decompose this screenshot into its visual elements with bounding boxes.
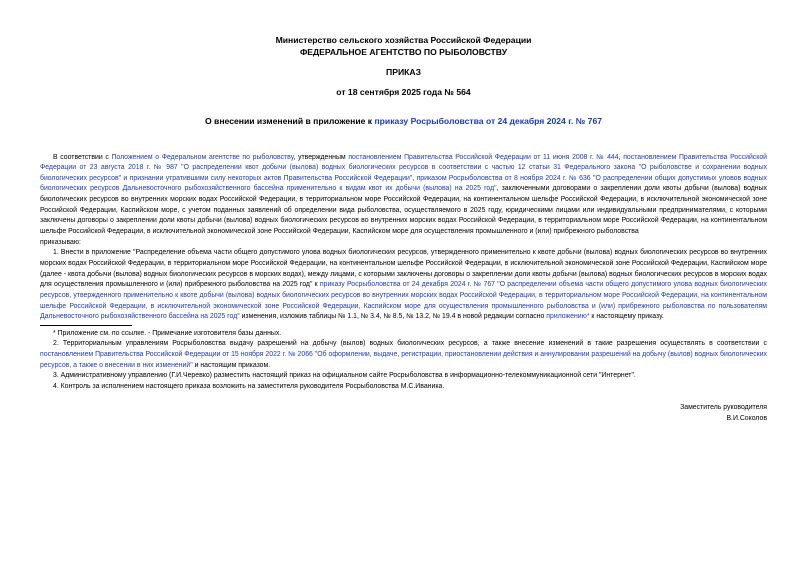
agency-name: ФЕДЕРАЛЬНОЕ АГЕНТСТВО ПО РЫБОЛОВСТВУ bbox=[299, 47, 508, 57]
document-body bbox=[40, 153, 767, 425]
item-1-paragraph bbox=[40, 248, 767, 323]
preamble-text: В соответствии с bbox=[53, 153, 112, 161]
item-2-paragraph bbox=[40, 339, 767, 371]
preamble-paragraph bbox=[40, 153, 767, 238]
item-3-paragraph: 3. Административному управлению (Г.И.Черевко) разместить настоящий приказ на официальном сайте Росрыболовства в информационно-телекоммуникационной сети "Интернет". bbox=[53, 372, 636, 380]
appendix-link[interactable]: приложению* bbox=[546, 313, 590, 321]
footnote-text: * Приложение см. по ссылке. - Примечание изготовителя базы данных. bbox=[53, 329, 282, 337]
item-1-text: к настоящему приказу. bbox=[589, 313, 664, 321]
signatory-name: В.И.Соколов bbox=[726, 414, 767, 422]
ministry-name: Министерство сельского хозяйства Российской Федерации bbox=[275, 35, 532, 45]
order-767-title-link[interactable]: приказу Росрыболовства от 24 декабря 2024 г. № 767 bbox=[374, 116, 603, 126]
preamble-text: , утвержденным bbox=[293, 153, 349, 161]
preamble-text: , заключенными договорами о закреплении доли квоты добычи (вылова) водных биологических ресурсов во внутренних морских водах Российской Федерации, в территориальном море Российской Федерации, на континентальном шельфе Российской Федерации, в исключительной экономической зоне Российской Федерации, Каспийском море, с учетом поданных заявлений об определении вида рыболовства, осуществляемого в 2025 году, юридическими лицами или индивидуальными предпринимателями, с которыми заключены договоры о закреплении доли квоты добычи (вылова) водных биологических ресурсов во внутренних морских водах Российской Федерации, в территориальном море Российской Федерации, на континентальном шельфе Российской Федерации, в исключительной экономической зоне Российской Федерации, Каспийском море для осуществления промышленного и (или) прибрежного рыболовства bbox=[40, 185, 767, 236]
preamble-text: , bbox=[618, 153, 624, 161]
decree-444-link[interactable]: постановлением Правительства Российской Федерации от 11 июня 2008 г. № 444 bbox=[348, 153, 619, 161]
order-title-text: О внесении изменений в приложение к bbox=[204, 116, 375, 126]
regulation-federal-agency-link[interactable]: Положением о Федеральном агентстве по рыболовству bbox=[111, 153, 294, 161]
order-title bbox=[0, 115, 807, 127]
item-2-text: и настоящим приказом. bbox=[192, 361, 271, 369]
order-directive: приказываю: bbox=[40, 238, 81, 246]
item-2-text: 2. Территориальным управлениям Росрыболовства выдачу разрешений на добычу (вылов) водных биологических ресурсов, а также внесение изменений в такие разрешения осуществлять в соответствии с bbox=[53, 340, 767, 348]
item-1-text: изменения, изложив таблицы № 1.1, № 3.4, № 8.5, № 13.2, № 19.4 в новой редакции согласно bbox=[239, 313, 547, 321]
footnote-divider bbox=[40, 325, 132, 326]
decree-987-link[interactable]: постановлением Правительства Российской Федерации от 23 августа 2018 г. № 987 "О распределении квот добычи (вылова) водных биологических ресурсов в соответствии с частью 12 статьи 31 Федерального закона "О рыболовстве и сохранении водных биологических ресурсов" и признании утратившими силу некоторых актов Правительства Российской Федерации" bbox=[40, 153, 768, 182]
item-1-text: 1. Внести в приложение "Распределение объема части общего допустимого улова водных биологических ресурсов, утвержденного применительно к квоте добычи (вылова) водных биологических ресурсов во внутренних морских водах Российской Федерации, в территориальном море Российской Федерации, на континентальном шельфе Российской Федерации, в исключительной экономической зоне Российской Федерации, Каспийском море (далее - квота добычи (вылова) водных биологических ресурсов в морских водах), между лицами, с которыми заключены договоры о закреплении доли квоты добычи (вылова) водных биологических ресурсов в морских водах для осуществления промышленного и (или) прибрежного рыболовства на 2025 год" к bbox=[40, 249, 767, 289]
signature-block bbox=[40, 403, 767, 424]
order-date-number: от 18 сентября 2025 года № 564 bbox=[336, 87, 471, 97]
item-4-paragraph: 4. Контроль за исполнением настоящего приказа возложить на заместителя руководителя Росрыболовства М.С.Иваника. bbox=[53, 382, 445, 390]
preamble-text: , bbox=[412, 174, 417, 182]
decree-2066-link[interactable]: постановлением Правительства Российской Федерации от 15 ноября 2022 г. № 2066 "Об оформлении, выдаче, регистрации, приостановлении действия и аннулировании разрешений на добычу (вылов) водных биологических ресурсов, а также о внесении в них изменений" bbox=[40, 351, 767, 369]
signatory-position: Заместитель руководителя bbox=[680, 404, 767, 412]
order-767-link[interactable]: приказу Росрыболовства от 24 декабря 2024 г. № 767 "О распределении объема части общего допустимого улова водных биологических ресурсов, утвержденного применительно к квоте добычи (вылова) водных биологических ресурсов во внутренних морских водах Российской Федерации, в территориальном море Российской Федерации, на континентальном шельфе Российской Федерации, в исключительной экономической зоне Российской Федерации, Каспийском море для осуществления промышленного рыболовства и (или) прибрежного рыболовства по пользователям Дальневосточного рыбохозяйственного бассейна на 2025 год" bbox=[40, 281, 767, 321]
order-636-link[interactable]: приказом Росрыболовства от 8 ноября 2024 г. № 636 "О распределении общих допустимых уловов водных биологических ресурсов Дальневосточного рыбохозяйственного бассейна применительно к видам квот их добычи (вылова) на 2025 год" bbox=[40, 174, 767, 193]
document-type: ПРИКАЗ bbox=[386, 67, 421, 77]
